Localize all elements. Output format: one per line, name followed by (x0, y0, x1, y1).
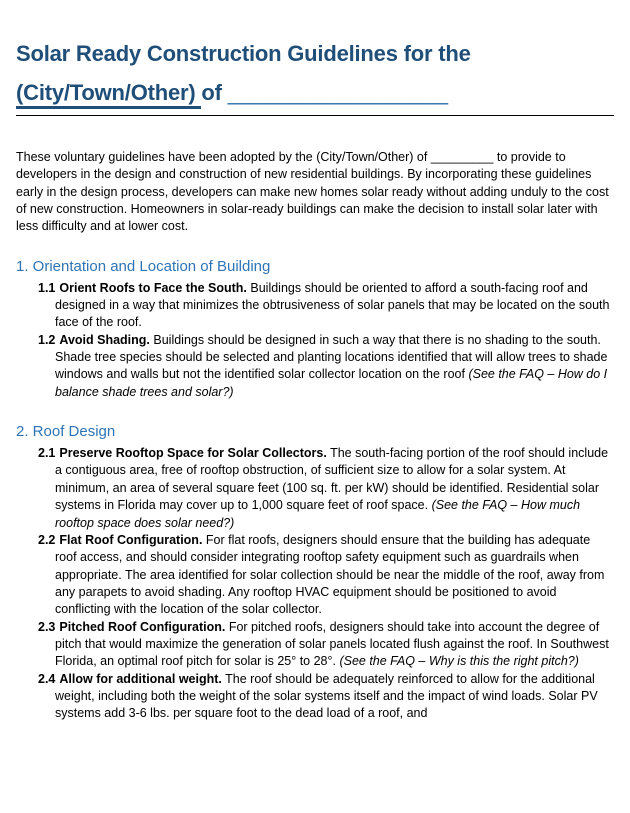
item-number: 2.2 (38, 532, 56, 547)
item-number: 1.1 (38, 280, 56, 295)
item-text: For flat roofs, designers should ensure that the building has adequate roof access, and should consider integrating rooftop safety equipment such as guardrails when appropriate. The area identified for solar collection should be near the middle of the roof, away from any parapets to avoid shading. Any rooftop HVAC equipment should be positioned to avoid conflicting with the location of the solar collector. (55, 532, 605, 617)
item-bold-lead: Orient Roofs to Face the South. (59, 280, 247, 295)
guideline-item-1-1 (16, 280, 614, 332)
title-line1: Solar Ready Construction Guidelines for the (16, 41, 471, 66)
item-number: 1.2 (38, 332, 56, 347)
item-number: 2.3 (38, 619, 56, 634)
title-of-word: of (201, 80, 228, 105)
guideline-item-2-3 (16, 619, 614, 671)
section-heading-orientation: 1. Orientation and Location of Building (16, 257, 271, 275)
item-text: Buildings should be oriented to afford a south-facing roof and designed in a way that minimizes the obtrusiveness of solar panels that may be located on the south face of the roof. (55, 280, 610, 330)
item-faq-reference: (See the FAQ – How do I balance shade trees and solar?) (55, 367, 608, 399)
item-text: For pitched roofs, designers should take into account the degree of pitch that would maximize the generation of solar panels located flush against the roof. In Southwest Florida, an optimal roof pitch for solar is 25° to 28°. (55, 619, 609, 669)
item-bold-lead: Pitched Roof Configuration. (59, 619, 226, 634)
intro-paragraph: These voluntary guidelines have been adopted by the (City/Town/Other) of _________ to provide to developers in the design and construction of new residential buildings. By incorporating these guidelines early in the design process, developers can make new homes solar ready without adding unduly to the cost of new construction. Homeowners in solar-ready buildings can make the decision to install solar later with less difficulty and at lower cost. (16, 150, 609, 234)
section-orientation-items (16, 280, 614, 401)
title-divider (16, 115, 614, 116)
section-heading-roof-design: 2. Roof Design (16, 423, 116, 441)
item-faq-reference: (See the FAQ – How much rooftop space does solar need?) (55, 498, 581, 530)
item-number: 2.4 (38, 671, 56, 686)
guideline-item-2-1 (16, 445, 614, 532)
item-bold-lead: Preserve Rooftop Space for Solar Collectors. (59, 446, 327, 461)
item-text: The roof should be adequately reinforced to allow for the additional weight, including both the weight of the solar systems itself and the impact of wind loads. Solar PV systems add 3-6 lbs. per square foot to the dead load of a roof, and (55, 671, 598, 721)
item-bold-lead: Allow for additional weight. (59, 671, 222, 686)
item-text: The south-facing portion of the roof should include a contiguous area, free of rooftop obstruction, of sufficient size to allow for a solar system. At minimum, an area of several square feet (100 sq. ft. per kW) should be identified. Residential solar systems in Florida may cover up to 1,000 square feet of roof space. (55, 446, 609, 513)
section-roof-design-items (16, 445, 614, 723)
title-city-town-other: (City/Town/Other) (16, 80, 201, 109)
guideline-item-1-2 (16, 332, 614, 401)
guideline-item-2-4 (16, 671, 614, 723)
item-faq-reference: (See the FAQ – Why is this the right pitch?) (339, 654, 579, 669)
document-title (16, 34, 614, 112)
item-bold-lead: Avoid Shading. (59, 332, 150, 347)
title-blank-line: __________________ (227, 80, 448, 105)
guideline-item-2-2 (16, 532, 614, 619)
item-number: 2.1 (38, 446, 56, 461)
item-bold-lead: Flat Roof Configuration. (59, 532, 203, 547)
item-text: Buildings should be designed in such a way that there is no shading to the south. Shade tree species should be selected and planting locations identified that will allow trees to shade windows and walls but not the identified solar collector location on the roof (55, 332, 608, 382)
